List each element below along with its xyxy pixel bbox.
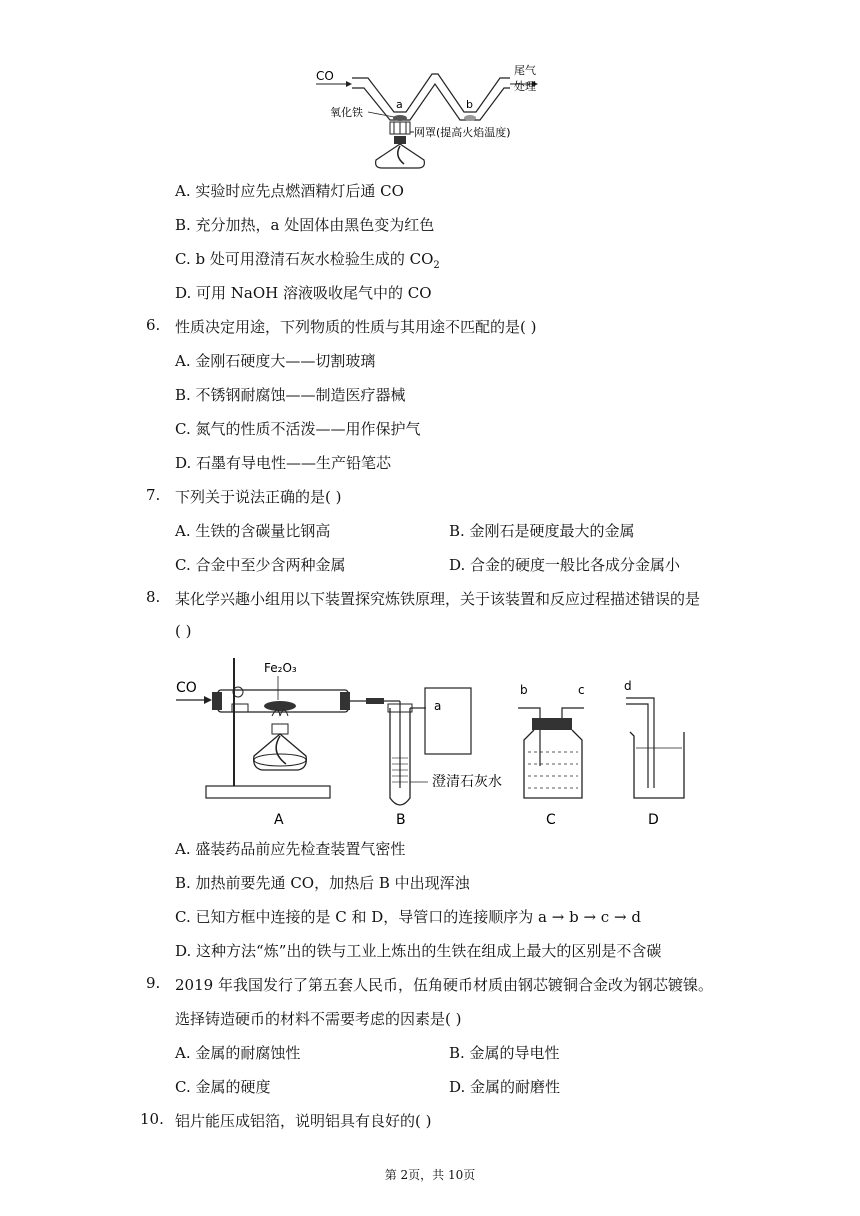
fig2-label-b: B [396, 812, 406, 828]
q7-number: 7. [146, 486, 161, 504]
figure-iron-smelting-apparatus [170, 648, 700, 832]
fig1-mesh-label: 网罩(提高火焰温度) [414, 126, 511, 139]
fig2-lime-label: 澄清石灰水 [432, 774, 502, 790]
page-footer: 第 2页，共 10页 [384, 1168, 476, 1182]
q6-option-a: A. 金刚石硬度大——切割玻璃 [175, 352, 376, 370]
figure-v-tube-apparatus [310, 60, 550, 172]
q8-number: 8. [146, 588, 161, 606]
q6-number: 6. [146, 316, 161, 334]
q5-option-b: B. 充分加热，a 处固体由黑色变为红色 [175, 216, 435, 234]
fig2-label-a: A [274, 812, 284, 828]
fig2-fe2o3-label: Fe₂O₃ [264, 661, 297, 675]
fig2-d-label: d [624, 679, 632, 693]
q8-option-b: B. 加热前要先通 CO，加热后 B 中出现浑浊 [175, 874, 470, 892]
q7-option-d: D. 合金的硬度一般比各成分金属小 [449, 556, 681, 574]
fig2-c-label: c [578, 683, 585, 697]
q8-option-d: D. 这种方法“炼”出的铁与工业上炼出的生铁在组成上最大的区别是不含碳 [175, 942, 662, 960]
fig1-b-label: b [466, 98, 473, 111]
fig1-tail-label-2: 处理 [514, 80, 536, 93]
q6-option-b: B. 不锈钢耐腐蚀——制造医疗器械 [175, 386, 406, 404]
fig1-a-label: a [396, 98, 403, 111]
fig2-label-d: D [648, 812, 659, 828]
q8-option-a: A. 盛装药品前应先检查装置气密性 [175, 840, 406, 858]
q9-option-d: D. 金属的耐磨性 [449, 1078, 561, 1096]
fig2-co-label: CO [176, 680, 197, 696]
q5-option-a: A. 实验时应先点燃酒精灯后通 CO [175, 182, 404, 200]
q9-stem-line1: 2019 年我国发行了第五套人民币，伍角硬币材质由钢芯镀铜合金改为钢芯镀镍。 [175, 976, 713, 994]
q9-option-b: B. 金属的导电性 [449, 1044, 560, 1062]
q5-option-c-text: C. b 处可用澄清石灰水检验生成的 CO [175, 250, 434, 268]
q7-option-c: C. 合金中至少含两种金属 [175, 556, 346, 574]
q7-option-b: B. 金刚石是硬度最大的金属 [449, 522, 635, 540]
q6-stem: 性质决定用途，下列物质的性质与其用途不匹配的是( ) [175, 318, 537, 336]
q9-stem-line2: 选择铸造硬币的材料不需要考虑的因素是( ) [175, 1010, 462, 1028]
q10-number: 10. [140, 1110, 164, 1128]
fig1-tail-label-1: 尾气 [514, 64, 536, 77]
fig1-oxide-label: 氧化铁 [330, 106, 363, 119]
q8-option-c: C. 已知方框中连接的是 C 和 D，导管口的连接顺序为 a → b → c → d [175, 908, 641, 926]
fig1-co-label: CO [316, 69, 334, 83]
fig2-b-label: b [520, 683, 528, 697]
q5-option-c [175, 248, 440, 271]
q6-option-d: D. 石墨有导电性——生产铅笔芯 [175, 454, 392, 472]
q7-stem: 下列关于说法正确的是( ) [175, 488, 342, 506]
q7-option-a: A. 生铁的含碳量比钢高 [175, 522, 331, 540]
fig2-a-label: a [434, 699, 442, 713]
q9-option-c: C. 金属的硬度 [175, 1078, 271, 1096]
q8-stem-line1: 某化学兴趣小组用以下装置探究炼铁原理，关于该装置和反应过程描述错误的是 [175, 590, 701, 608]
q5-option-c-sub: 2 [433, 260, 440, 271]
q10-stem: 铝片能压成铝箔，说明铝具有良好的( ) [175, 1112, 432, 1130]
q9-number: 9. [146, 974, 161, 992]
q6-option-c: C. 氮气的性质不活泼——用作保护气 [175, 420, 421, 438]
q8-stem-line2: ( ) [175, 622, 192, 640]
fig2-label-c: C [546, 812, 556, 828]
q9-option-a: A. 金属的耐腐蚀性 [175, 1044, 301, 1062]
q5-option-d: D. 可用 NaOH 溶液吸收尾气中的 CO [175, 284, 432, 302]
